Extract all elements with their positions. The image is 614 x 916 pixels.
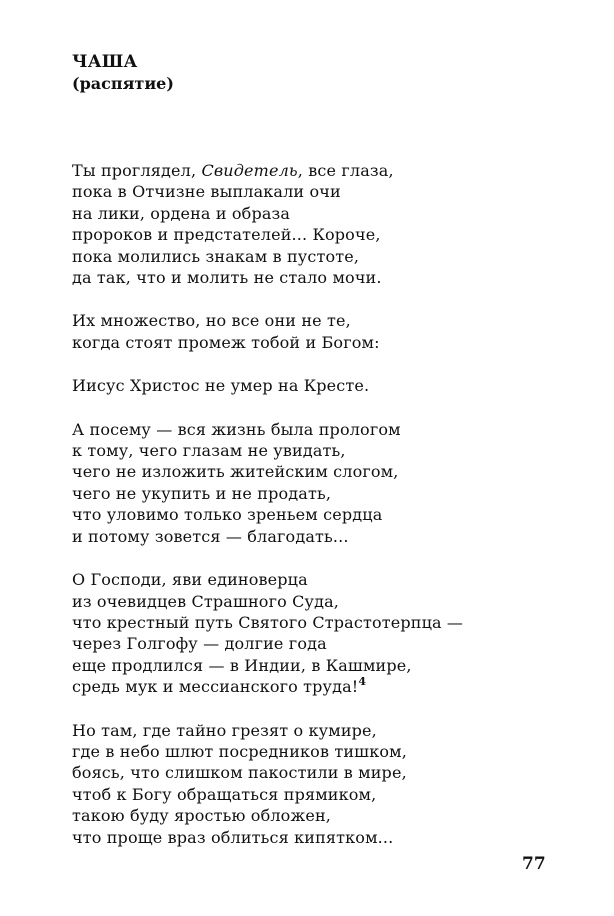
poem-body (72, 160, 592, 870)
poem-line: пока в Отчизне выплакали очи (72, 182, 341, 202)
stanza-1 (72, 160, 592, 288)
poem-line: на лики, ордена и образа (72, 203, 291, 223)
poem-line: где в небо шлют посредников тишком, (72, 741, 407, 761)
poem-line: А посему — вся жизнь была прологом (72, 419, 401, 439)
stanza-4 (72, 419, 592, 547)
poem-line: чтоб к Богу обращаться прямиком, (72, 784, 377, 804)
poem-line: боясь, что слишком пакостили в мире, (72, 763, 407, 783)
stanza-5 (72, 569, 592, 697)
poem-line: через Голгофу — долгие года (72, 634, 327, 654)
poem-line: Но там, где тайно грезят о кумире, (72, 720, 377, 740)
poem-line: чего не укупить и не продать, (72, 483, 332, 503)
poem-line: Их множество, но все они не те, (72, 311, 351, 331)
poem-line: пророков и предстателей... Короче, (72, 225, 381, 245)
poem-line: еще продлился — в Индии, в Кашмире, (72, 655, 412, 675)
poem-subtitle: (распятие) (72, 74, 174, 93)
italic-word: Свидетель (201, 161, 298, 180)
poem-line: да так, что и молить не стало мочи. (72, 268, 382, 288)
poem-heading (72, 51, 174, 95)
poem-line: из очевидцев Страшного Суда, (72, 591, 340, 611)
poem-line: что уловимо только зреньем сердца (72, 505, 383, 525)
poem-line: такою буду яростью обложен, (72, 806, 331, 826)
stanza-3 (72, 375, 592, 396)
stanza-6 (72, 720, 592, 848)
poem-line: к тому, чего глазам не увидать, (72, 441, 346, 461)
poem-line: Иисус Христос не умер на Кресте. (72, 376, 370, 396)
poem-line: что проще враз облиться кипятком... (72, 827, 394, 847)
stanza-2 (72, 310, 592, 353)
poem-line: О Господи, яви единоверца (72, 570, 308, 590)
page-number: 77 (522, 854, 546, 874)
footnote-marker: 4 (358, 675, 367, 689)
poem-line: средь мук и мессианского труда!$^4$ (72, 675, 367, 697)
poem-line: что крестный путь Святого Страстотерпца — (72, 612, 464, 632)
poem-line: Ты проглядел, Свидетель, все глаза, (72, 161, 394, 180)
poem-line: и потому зовется — благодать... (72, 526, 349, 546)
poem-line: чего не изложить житейским слогом, (72, 462, 399, 482)
poem-title: ЧАША (72, 52, 138, 72)
poem-line: когда стоят промеж тобой и Богом: (72, 332, 380, 352)
poem-line: пока молились знакам в пустоте, (72, 246, 360, 266)
